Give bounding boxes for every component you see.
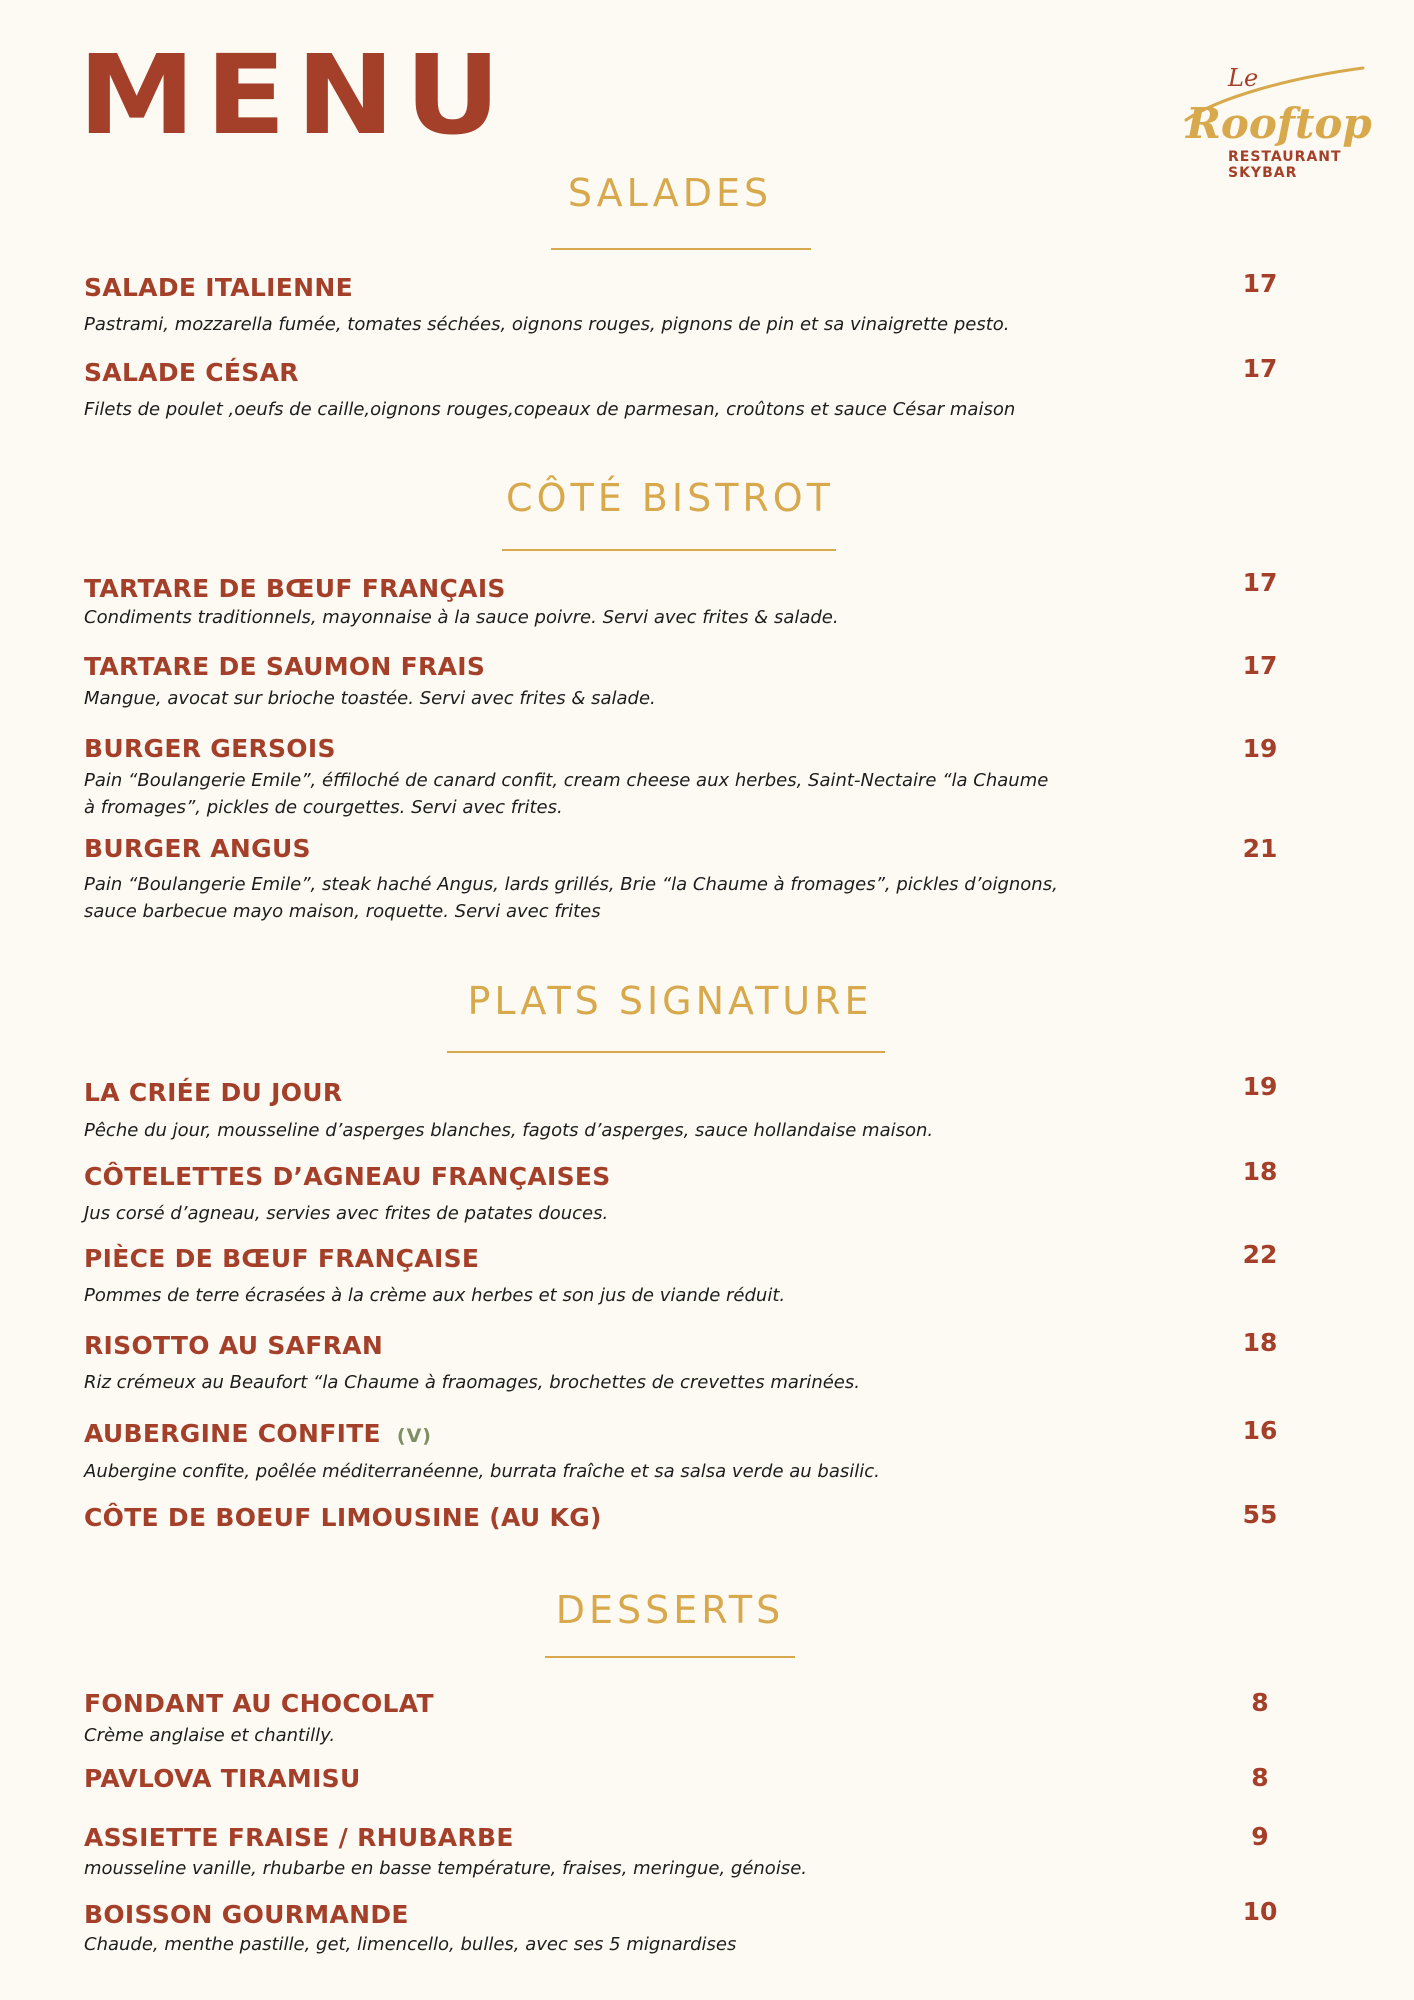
item-name: BOISSON GOURMANDE — [84, 1900, 409, 1929]
item-name: CÔTELETTES D’AGNEAU FRANÇAISES — [84, 1162, 611, 1191]
section-divider — [447, 1051, 885, 1053]
item-price: 16 — [1242, 1416, 1278, 1445]
item-name: PAVLOVA TIRAMISU — [84, 1764, 361, 1793]
item-description: à fromages”, pickles de courgettes. Servi avec frites. — [84, 797, 563, 818]
logo-subtitle-skybar: SKYBAR — [1228, 165, 1298, 181]
item-description: Pain “Boulangerie Emile”, éffiloché de canard confit, cream cheese aux herbes, Saint-Nectaire “la Chaume — [84, 770, 1049, 791]
item-price: 17 — [1242, 269, 1278, 298]
section-title-bistrot: CÔTÉ BISTROT — [506, 476, 834, 520]
section-title-signature: PLATS SIGNATURE — [467, 979, 873, 1023]
item-price: 8 — [1251, 1688, 1269, 1717]
item-name: TARTARE DE SAUMON FRAIS — [84, 652, 486, 681]
logo-subtitle-restaurant: RESTAURANT — [1228, 149, 1342, 165]
item-name: TARTARE DE BŒUF FRANÇAIS — [84, 574, 506, 603]
item-description: Pastrami, mozzarella fumée, tomates séchées, oignons rouges, pignons de pin et sa vinaigrette pesto. — [84, 314, 1010, 335]
item-price: 19 — [1242, 1072, 1278, 1101]
item-description: Pain “Boulangerie Emile”, steak haché Angus, lards grillés, Brie “la Chaume à fromages”, pickles d’oignons, — [84, 874, 1058, 895]
item-price: 8 — [1251, 1763, 1269, 1792]
item-price: 17 — [1242, 651, 1278, 680]
item-price: 18 — [1242, 1328, 1278, 1357]
item-name: SALADE CÉSAR — [84, 358, 299, 387]
item-description: Pommes de terre écrasées à la crème aux herbes et son jus de viande réduit. — [84, 1285, 786, 1306]
section-divider — [551, 248, 811, 250]
item-price: 18 — [1242, 1157, 1278, 1186]
section-title-salades: SALADES — [567, 171, 773, 215]
item-name: PIÈCE DE BŒUF FRANÇAISE — [84, 1244, 480, 1273]
item-price: 10 — [1242, 1897, 1278, 1926]
item-name: ASSIETTE FRAISE / RHUBARBE — [84, 1823, 514, 1852]
item-name — [84, 1421, 432, 1446]
item-name: LA CRIÉE DU JOUR — [84, 1078, 343, 1107]
item-name: CÔTE DE BOEUF LIMOUSINE (AU KG) — [84, 1503, 602, 1532]
item-price: 17 — [1242, 354, 1278, 383]
item-description: Mangue, avocat sur brioche toastée. Servi avec frites & salade. — [84, 688, 656, 709]
logo-script-le: Le — [1228, 64, 1259, 92]
item-description: Filets de poulet ,oeufs de caille,oignons rouges,copeaux de parmesan, croûtons et sauce César maison — [84, 399, 1016, 420]
item-description: Aubergine confite, poêlée méditerranéenne, burrata fraîche et sa salsa verde au basilic. — [84, 1461, 880, 1482]
item-description: Chaude, menthe pastille, get, limencello, bulles, avec ses 5 mignardises — [84, 1934, 737, 1955]
section-divider — [502, 549, 836, 551]
item-price: 21 — [1242, 834, 1278, 863]
item-name: BURGER ANGUS — [84, 834, 311, 863]
item-name: BURGER GERSOIS — [84, 734, 336, 763]
item-price: 22 — [1242, 1240, 1278, 1269]
item-name: RISOTTO AU SAFRAN — [84, 1331, 384, 1360]
item-name-text: AUBERGINE CONFITE — [84, 1419, 381, 1448]
item-name: FONDANT AU CHOCOLAT — [84, 1689, 434, 1718]
section-divider — [545, 1656, 795, 1658]
item-description: Riz crémeux au Beaufort “la Chaume à fraomages, brochettes de crevettes marinées. — [84, 1372, 860, 1393]
logo-script-rooftop: Rooftop — [1186, 99, 1372, 148]
item-price: 19 — [1242, 734, 1278, 763]
section-title-desserts: DESSERTS — [555, 1588, 785, 1632]
item-price: 55 — [1242, 1500, 1278, 1529]
rooftop-logo — [1178, 58, 1378, 188]
item-price: 9 — [1251, 1822, 1269, 1851]
item-description: Jus corsé d’agneau, servies avec frites de patates douces. — [84, 1203, 609, 1224]
item-description: sauce barbecue mayo maison, roquette. Servi avec frites — [84, 901, 601, 922]
page-title: MENU — [78, 30, 511, 160]
item-description: mousseline vanille, rhubarbe en basse température, fraises, meringue, génoise. — [84, 1858, 807, 1879]
vegetarian-badge: (V) — [396, 1425, 432, 1447]
item-price: 17 — [1242, 568, 1278, 597]
item-description: Condiments traditionnels, mayonnaise à la sauce poivre. Servi avec frites & salade. — [84, 607, 839, 628]
item-name: SALADE ITALIENNE — [84, 273, 353, 302]
item-description: Crème anglaise et chantilly. — [84, 1725, 336, 1746]
item-description: Pêche du jour, mousseline d’asperges blanches, fagots d’asperges, sauce hollandaise maison. — [84, 1120, 934, 1141]
